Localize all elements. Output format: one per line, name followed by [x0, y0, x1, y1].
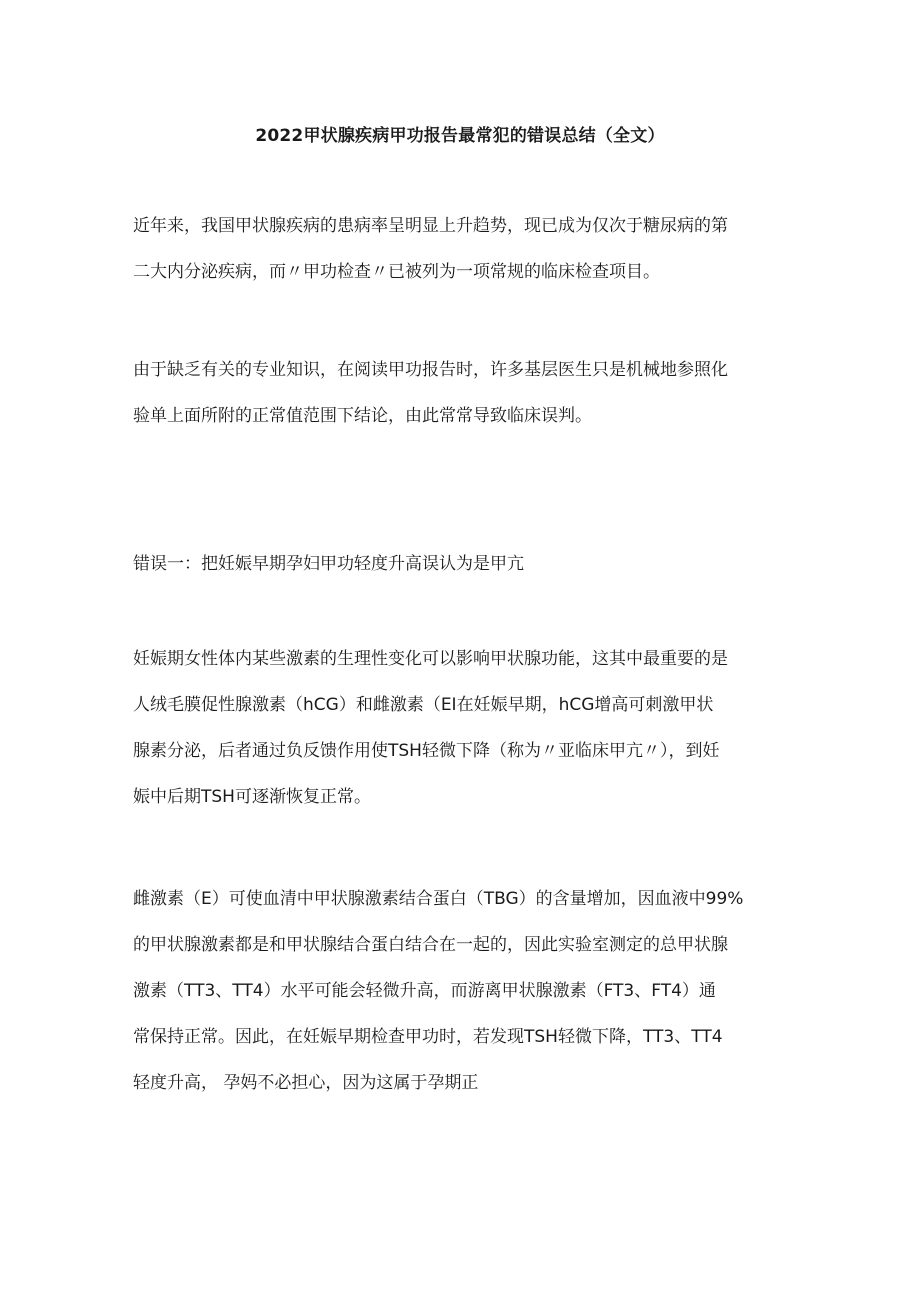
paragraph-line: 由于缺乏有关的专业知识，在阅读甲功报告时，许多基层医生只是机械地参照化 — [133, 360, 728, 380]
paragraph-line: 腺素分泌，后者通过负反馈作用使TSH轻微下降（称为〃亚临床甲亢〃），到妊 — [133, 741, 720, 761]
document-title: 2022甲状腺疾病甲功报告最常犯的错误总结（全文） — [255, 126, 665, 146]
paragraph-line: 人绒毛膜促性腺激素（hCG）和雌激素（EI在妊娠早期，hCG增高可刺激甲状 — [133, 695, 714, 715]
paragraph-line: 验单上面所附的正常值范围下结论，由此常常导致临床误判。 — [133, 406, 592, 426]
paragraph-line: 的甲状腺激素都是和甲状腺结合蛋白结合在一起的，因此实验室测定的总甲状腺 — [133, 935, 728, 955]
paragraph-line: 雌激素（E）可使血清中甲状腺激素结合蛋白（TBG）的含量增加，因血液中99% — [133, 889, 744, 909]
paragraph-line: 妊娠期女性体内某些激素的生理性变化可以影响甲状腺功能，这其中最重要的是 — [133, 649, 728, 669]
paragraph-line: 娠中后期TSH可逐渐恢复正常。 — [133, 787, 371, 807]
section-heading: 错误一：把妊娠早期孕妇甲功轻度升高误认为是甲亢 — [133, 554, 524, 574]
paragraph-estrogen-tbg — [133, 885, 793, 1115]
paragraph-line: 轻度升高， 孕妈不必担心，因为这属于孕期正 — [133, 1073, 479, 1093]
paragraph-line: 二大内分泌疾病，而〃甲功检查〃已被列为一项常规的临床检查项目。 — [133, 262, 660, 282]
paragraph-intro — [133, 212, 793, 304]
paragraph-line: 常保持正常。因此，在妊娠早期检查甲功时，若发现TSH轻微下降，TT3、TT4 — [133, 1027, 723, 1047]
section-heading-error-one — [133, 550, 793, 596]
paragraph-background — [133, 356, 793, 448]
paragraph-line: 近年来，我国甲状腺疾病的患病率呈明显上升趋势，现已成为仅次于糖尿病的第 — [133, 216, 728, 236]
paragraph-line: 激素（TT3、TT4）水平可能会轻微升高，而游离甲状腺激素（FT3、FT4）通 — [133, 981, 716, 1001]
paragraph-pregnancy-hormones — [133, 645, 793, 829]
